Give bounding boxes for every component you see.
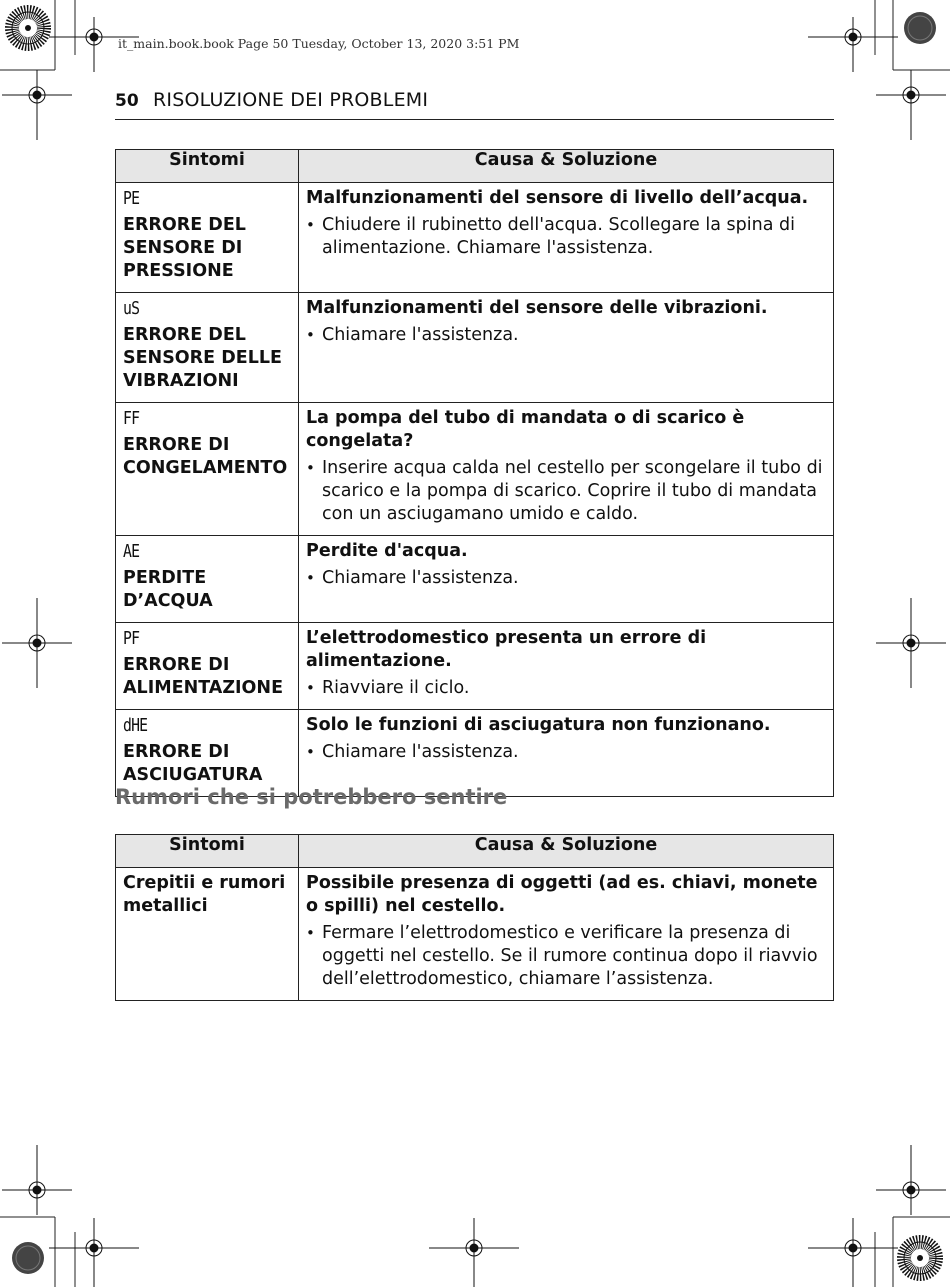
solution-list: [306, 457, 825, 526]
error-code: AE: [123, 541, 140, 562]
table-row: [116, 623, 834, 710]
symptom-name: ERRORE DI ASCIUGATURA: [123, 742, 263, 785]
page-header: [115, 88, 834, 120]
solution-list: [306, 922, 825, 991]
error-codes-table: [115, 149, 834, 797]
solution-item: • Chiamare l'assistenza.: [306, 324, 825, 347]
cause-text: L’elettrodomestico presenta un errore di alimentazione.: [306, 628, 707, 671]
table-header-row: [116, 835, 834, 868]
solution-list: [306, 741, 825, 764]
table-row: [116, 403, 834, 536]
noises-table: [115, 834, 834, 1001]
cause-text: Solo le funzioni di asciugatura non funzionano.: [306, 715, 771, 735]
table-row: [116, 293, 834, 403]
table-row: [116, 868, 834, 1001]
error-code: uS: [123, 298, 140, 319]
cause-text: La pompa del tubo di mandata o di scarico è congelata?: [306, 408, 745, 451]
solution-list: [306, 567, 825, 590]
solution-item: • Riavviare il ciclo.: [306, 677, 825, 700]
solution-list: [306, 214, 825, 260]
error-code: FF: [123, 408, 140, 429]
error-code: PE: [123, 188, 140, 209]
symptom-name: ERRORE DI CONGELAMENTO: [123, 435, 288, 478]
cause-text: Possibile presenza di oggetti (ad es. chiavi, monete o spilli) nel cestello.: [306, 873, 818, 916]
symptom-name: ERRORE DI ALIMENTAZIONE: [123, 655, 284, 698]
symptom-name: ERRORE DEL SENSORE DELLE VIBRAZIONI: [123, 325, 282, 391]
solution-item: • Inserire acqua calda nel cestello per scongelare il tubo di scarico e la pompa di scarico. Coprire il tubo di mandata con un asciugamano umido e caldo.: [306, 457, 825, 526]
solution-list: [306, 677, 825, 700]
symptom-name: PERDITE D’ACQUA: [123, 568, 213, 611]
solution-item: • Chiamare l'assistenza.: [306, 741, 825, 764]
table-row: [116, 536, 834, 623]
print-slug: it_main.book.book Page 50 Tuesday, October 13, 2020 3:51 PM: [118, 36, 520, 51]
error-code: dHE: [123, 715, 148, 736]
cause-text: Malfunzionamenti del sensore delle vibrazioni.: [306, 298, 768, 318]
symptom-name: ERRORE DEL SENSORE DI PRESSIONE: [123, 215, 246, 281]
column-header-symptoms: Sintomi: [116, 835, 299, 868]
column-header-cause-solution: Causa & Soluzione: [299, 150, 834, 183]
page-title: RISOLUZIONE DEI PROBLEMI: [153, 89, 429, 111]
table-row: [116, 183, 834, 293]
solution-item: • Chiamare l'assistenza.: [306, 567, 825, 590]
symptom-name: Crepitii e rumori metallici: [123, 873, 286, 916]
page-number: 50: [115, 91, 139, 111]
table-header-row: [116, 150, 834, 183]
section-title-noises: Rumori che si potrebbero sentire: [115, 785, 508, 809]
solution-list: [306, 324, 825, 347]
table-row: [116, 710, 834, 797]
cause-text: Malfunzionamenti del sensore di livello dell’acqua.: [306, 188, 809, 208]
column-header-symptoms: Sintomi: [116, 150, 299, 183]
error-code: PF: [123, 628, 140, 649]
column-header-cause-solution: Causa & Soluzione: [299, 835, 834, 868]
solution-item: • Fermare l’elettrodomestico e verificare la presenza di oggetti nel cestello. Se il rumore continua dopo il riavvio dell’elettrodomestico, chiamare l’assistenza.: [306, 922, 825, 991]
cause-text: Perdite d'acqua.: [306, 541, 468, 561]
solution-item: • Chiudere il rubinetto dell'acqua. Scollegare la spina di alimentazione. Chiamare l'assistenza.: [306, 214, 825, 260]
